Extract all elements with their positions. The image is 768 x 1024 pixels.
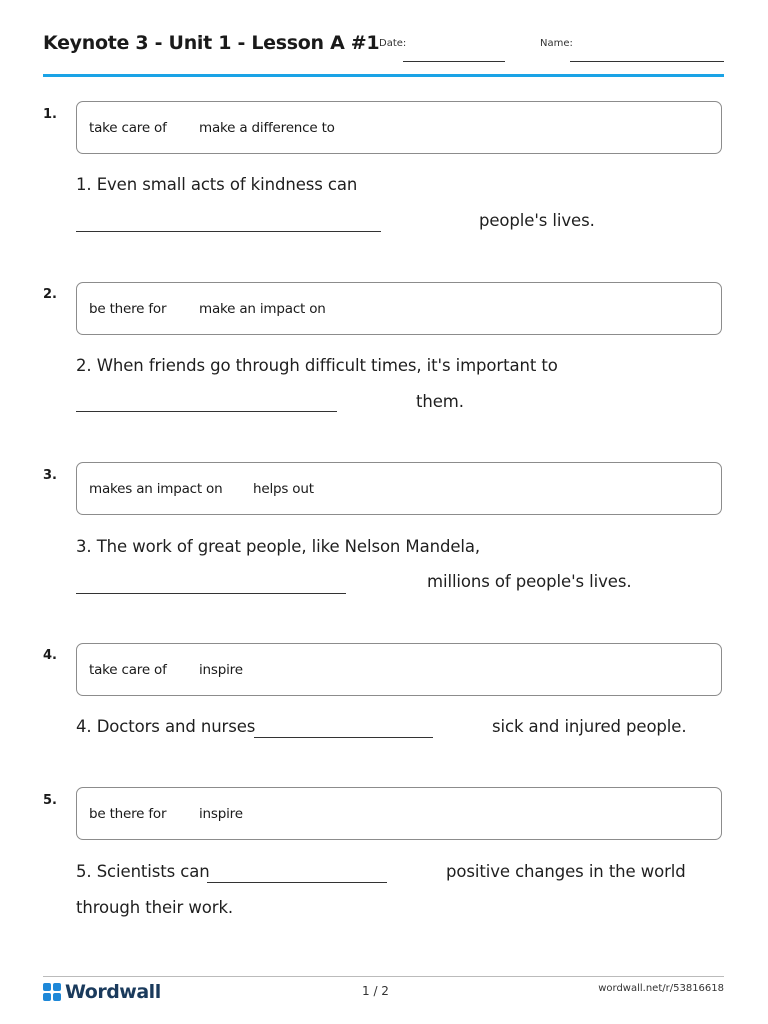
- question-text: 1. Even small acts of kindness can: [76, 175, 358, 194]
- question-number: 2.: [43, 287, 57, 302]
- word-bank: [76, 462, 722, 515]
- word-bank: [76, 643, 722, 696]
- question-text: 5. Scientists can: [76, 862, 210, 881]
- question-text: 4. Doctors and nurses: [76, 717, 256, 736]
- answer-blank[interactable]: [254, 737, 433, 738]
- footer-divider: [43, 976, 724, 977]
- logo-text: Wordwall: [65, 981, 161, 1003]
- name-field[interactable]: [570, 61, 724, 62]
- question-number: 1.: [43, 107, 57, 122]
- word-option[interactable]: makes an impact on: [89, 481, 223, 497]
- answer-blank[interactable]: [76, 231, 381, 232]
- word-option[interactable]: be there for: [89, 806, 167, 822]
- word-option[interactable]: be there for: [89, 301, 167, 317]
- word-option[interactable]: inspire: [199, 662, 243, 678]
- answer-blank[interactable]: [76, 593, 346, 594]
- word-option[interactable]: take care of: [89, 120, 167, 136]
- worksheet-title: Keynote 3 - Unit 1 - Lesson A #1: [43, 32, 380, 54]
- word-bank: [76, 282, 722, 335]
- question-text-end: them.: [416, 392, 464, 411]
- answer-blank[interactable]: [207, 882, 387, 883]
- word-bank: [76, 101, 722, 154]
- word-option[interactable]: make a difference to: [199, 120, 335, 136]
- word-bank: [76, 787, 722, 840]
- question-number: 3.: [43, 468, 57, 483]
- question-text-end: millions of people's lives.: [427, 572, 632, 591]
- word-option[interactable]: helps out: [253, 481, 314, 497]
- word-option[interactable]: inspire: [199, 806, 243, 822]
- footer-url[interactable]: wordwall.net/r/53816618: [598, 983, 724, 994]
- answer-blank[interactable]: [76, 411, 337, 412]
- header-divider: [43, 74, 724, 77]
- word-option[interactable]: make an impact on: [199, 301, 326, 317]
- question-text-end: positive changes in the world: [446, 862, 686, 881]
- wordwall-logo-icon: [43, 983, 61, 1001]
- question-text-end: sick and injured people.: [492, 717, 687, 736]
- date-field[interactable]: [403, 61, 505, 62]
- question-text-end: people's lives.: [479, 211, 595, 230]
- page-number: 1 / 2: [362, 984, 389, 998]
- question-number: 5.: [43, 793, 57, 808]
- wordwall-logo: [43, 981, 161, 1003]
- word-option[interactable]: take care of: [89, 662, 167, 678]
- question-number: 4.: [43, 648, 57, 663]
- question-text: 3. The work of great people, like Nelson Mandela,: [76, 537, 481, 556]
- question-text-continued: through their work.: [76, 898, 234, 917]
- date-label: Date:: [379, 38, 407, 49]
- name-label: Name:: [540, 38, 573, 49]
- question-text: 2. When friends go through difficult times, it's important to: [76, 356, 558, 375]
